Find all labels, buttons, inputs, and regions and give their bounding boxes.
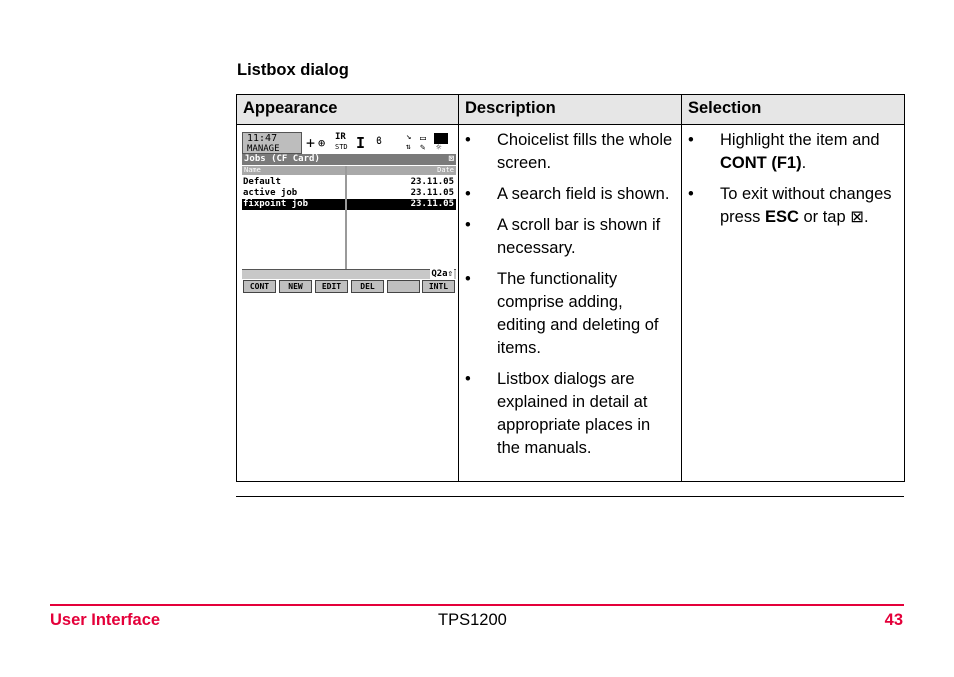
compass-icon: ⇅ bbox=[406, 142, 411, 151]
selection-cell bbox=[682, 125, 905, 482]
column-divider bbox=[345, 166, 347, 270]
footer-chapter: User Interface bbox=[50, 611, 161, 629]
header-appearance: Appearance bbox=[237, 95, 459, 125]
header-selection: Selection bbox=[682, 95, 905, 125]
clock-box bbox=[242, 132, 302, 154]
table-row bbox=[237, 125, 905, 482]
description-cell bbox=[459, 125, 682, 482]
text-fragment: . bbox=[801, 154, 807, 172]
clock-text: 11:47 bbox=[247, 133, 278, 144]
job-name: active job bbox=[243, 188, 298, 198]
list-header bbox=[242, 166, 456, 175]
column-date: Date bbox=[437, 166, 454, 174]
softkey-blank[interactable] bbox=[387, 280, 420, 293]
softkey-cont[interactable]: CONT bbox=[243, 280, 276, 293]
signal-icon: ↘ bbox=[406, 132, 412, 142]
column-name: Name bbox=[244, 166, 261, 174]
input-mode-indicator: Q2a⇧ bbox=[431, 269, 453, 279]
softkey-bar bbox=[242, 280, 456, 293]
list-item: • The functionality comprise adding, editing and deleting of items. bbox=[465, 268, 673, 360]
header-description: Description bbox=[459, 95, 682, 125]
section-divider bbox=[236, 496, 904, 497]
footer-divider bbox=[50, 604, 904, 606]
job-date: 23.11.05 bbox=[410, 177, 454, 187]
job-name: Default bbox=[243, 177, 281, 187]
softkey-edit[interactable]: EDIT bbox=[315, 280, 348, 293]
job-name: fixpoint job bbox=[243, 199, 309, 209]
footer-product: TPS1200 bbox=[438, 611, 507, 629]
softkey-intl[interactable]: INTL bbox=[422, 280, 455, 293]
listbox-table bbox=[236, 94, 905, 482]
text-fragment: To exit without changes press bbox=[720, 185, 892, 226]
prism-icon: ⊕ bbox=[318, 136, 326, 150]
appearance-cell bbox=[237, 125, 459, 482]
page-number: 43 bbox=[884, 611, 903, 629]
dialog-title-bar bbox=[242, 154, 456, 165]
bluetooth-icon: ϐ bbox=[376, 136, 383, 147]
selection-list bbox=[682, 125, 904, 229]
ir-label: IR bbox=[335, 132, 346, 142]
status-icons bbox=[304, 132, 456, 154]
card-icon: ▭ bbox=[420, 133, 427, 144]
key-esc: ESC bbox=[764, 208, 799, 226]
softkey-new[interactable]: NEW bbox=[279, 280, 312, 293]
softkey-del[interactable]: DEL bbox=[351, 280, 384, 293]
job-date: 23.11.05 bbox=[410, 188, 454, 198]
list-item bbox=[688, 129, 896, 175]
text-fragment: Highlight the item and bbox=[720, 131, 880, 149]
std-label: STD bbox=[335, 143, 348, 151]
text-fragment: or tap ⊠. bbox=[798, 208, 869, 226]
list-item[interactable] bbox=[242, 177, 456, 188]
mode-text: MANAGE bbox=[247, 144, 280, 154]
job-date: 23.11.05 bbox=[410, 199, 454, 209]
dialog-title: Jobs (CF Card) bbox=[244, 154, 320, 164]
light-icon: ☼ bbox=[436, 143, 442, 153]
key-cont-f1: CONT (F1) bbox=[720, 154, 802, 172]
device-screenshot bbox=[242, 132, 456, 297]
description-list bbox=[459, 125, 681, 460]
list-item-selected[interactable] bbox=[242, 199, 456, 210]
section-title: Listbox dialog bbox=[237, 61, 349, 79]
table-header-row bbox=[237, 95, 905, 125]
tool-icon: ✎ bbox=[420, 143, 426, 153]
list-item: • Listbox dialogs are explained in detail at appropriate places in the manuals. bbox=[465, 368, 673, 460]
list-item: • Choicelist fills the whole screen. bbox=[465, 129, 673, 175]
list-item: • A search field is shown. bbox=[465, 183, 673, 206]
instrument-height-icon: I bbox=[356, 134, 366, 152]
crosshair-icon: + bbox=[306, 134, 316, 152]
status-bar bbox=[242, 132, 456, 154]
list-item bbox=[688, 183, 896, 229]
list-item: • A scroll bar is shown if necessary. bbox=[465, 214, 673, 260]
scroll-bar[interactable] bbox=[242, 269, 456, 279]
list-item[interactable] bbox=[242, 188, 456, 199]
close-icon[interactable]: ⊠ bbox=[448, 154, 454, 164]
